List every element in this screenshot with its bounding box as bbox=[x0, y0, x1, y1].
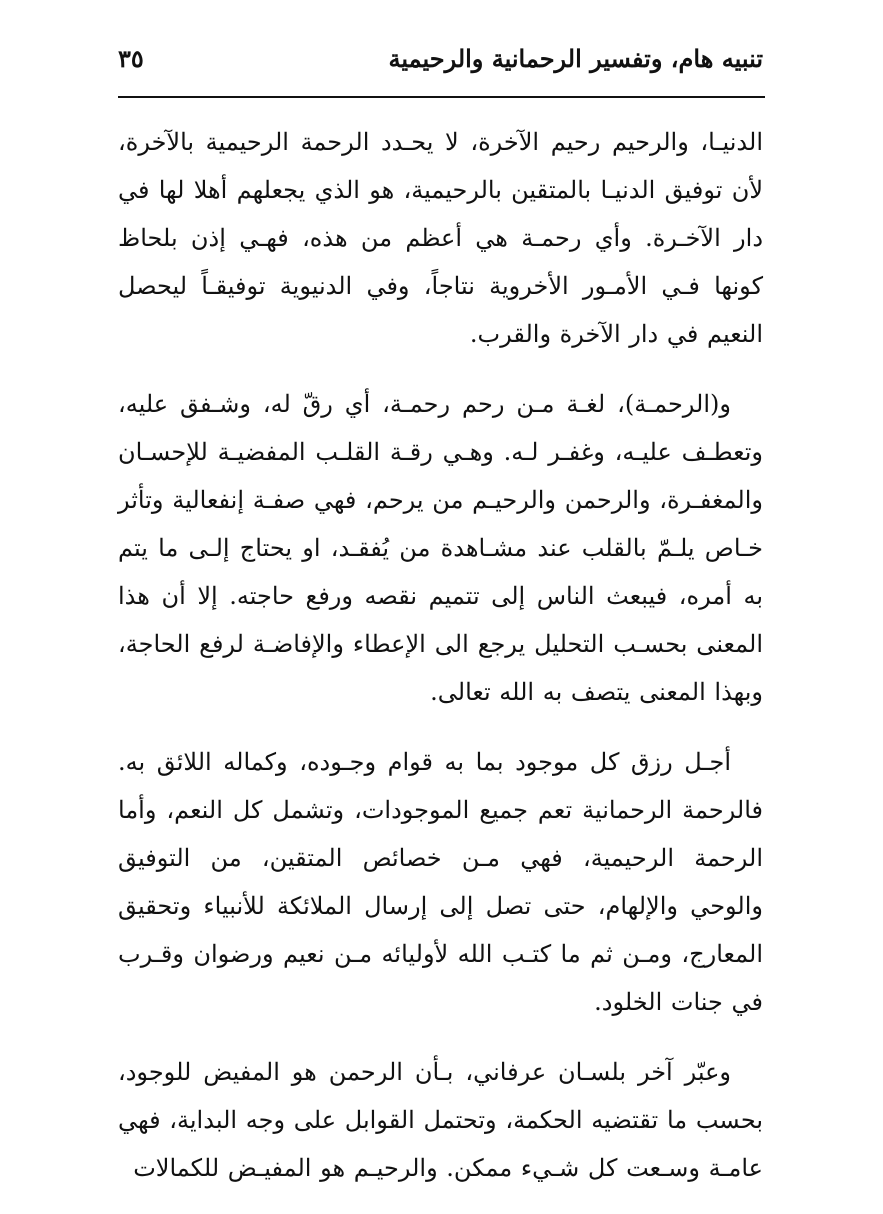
page-header bbox=[118, 38, 763, 88]
header-divider bbox=[118, 96, 765, 98]
paragraph-3: أجـل رزق كل موجود بما به قوام وجـوده، وكماله اللائق به. فالرحمة الرحمانية تعم جميع الموجودات، وتشمل كل النعم، وأما الرحمة الرحيمية، فهي مـن خصائص المتقين، من التوفيق والوحي والإلهام، حتى تصل إلى إرسال الملائكة للأنبياء وتحقيق المعارج، ومـن ثم ما كتـب الله لأوليائه مـن نعيم ورضوان وقـرب في جنات الخلود. bbox=[118, 748, 763, 1016]
paragraph-2: و(الرحمـة)، لغـة مـن رحم رحمـة، أي رقّ له، وشـفق عليه، وتعطـف عليـه، وغفـر لـه. وهـي رقـة القلـب المفضيـة للإحسـان والمغفـرة، والرحمن والرحيـم من يرحم، فهي صفـة إنفعالية وتأثر خـاص يلـمّ بالقلب عند مشـاهدة من يُفقـد، او يحتاج إلـى ما يتم به أمره، فيبعث الناس إلى تتميم نقصه ورفع حاجته. إلا أن هذا المعنى بحسـب التحليل يرجع الى الإعطاء والإفاضـة لرفع الحاجة، وبهذا المعنى يتصف به الله تعالى. bbox=[118, 390, 763, 706]
paragraph-4: وعبّر آخر بلسـان عرفاني، بـأن الرحمن هو المفيض للوجود، بحسب ما تقتضيه الحكمة، وتحتمل القوابل على وجه البداية، فهي عامـة وسـعت كل شـيء ممكن. والرحيـم هو المفيـض للكمالات bbox=[118, 1058, 763, 1182]
paragraph-1: الدنيـا، والرحيم رحيم الآخرة، لا يحـدد الرحمة الرحيمية بالآخرة، لأن توفيق الدنيـا بالمتقين بالرحيمية، هو الذي يجعلهم أهلا لها في دار الآخـرة. وأي رحمـة هي أعظم من هذه، فهـي إذن بلحاظ كونها فـي الأمـور الأخروية نتاجاً، وفي الدنيوية توفيقـاً ليحصل النعيم في دار الآخرة والقرب. bbox=[118, 128, 763, 348]
running-title: تنبيه هام، وتفسير الرحمانية والرحيمية bbox=[388, 44, 763, 73]
page-number: ٣٥ bbox=[118, 44, 144, 73]
body-text bbox=[118, 118, 763, 1192]
